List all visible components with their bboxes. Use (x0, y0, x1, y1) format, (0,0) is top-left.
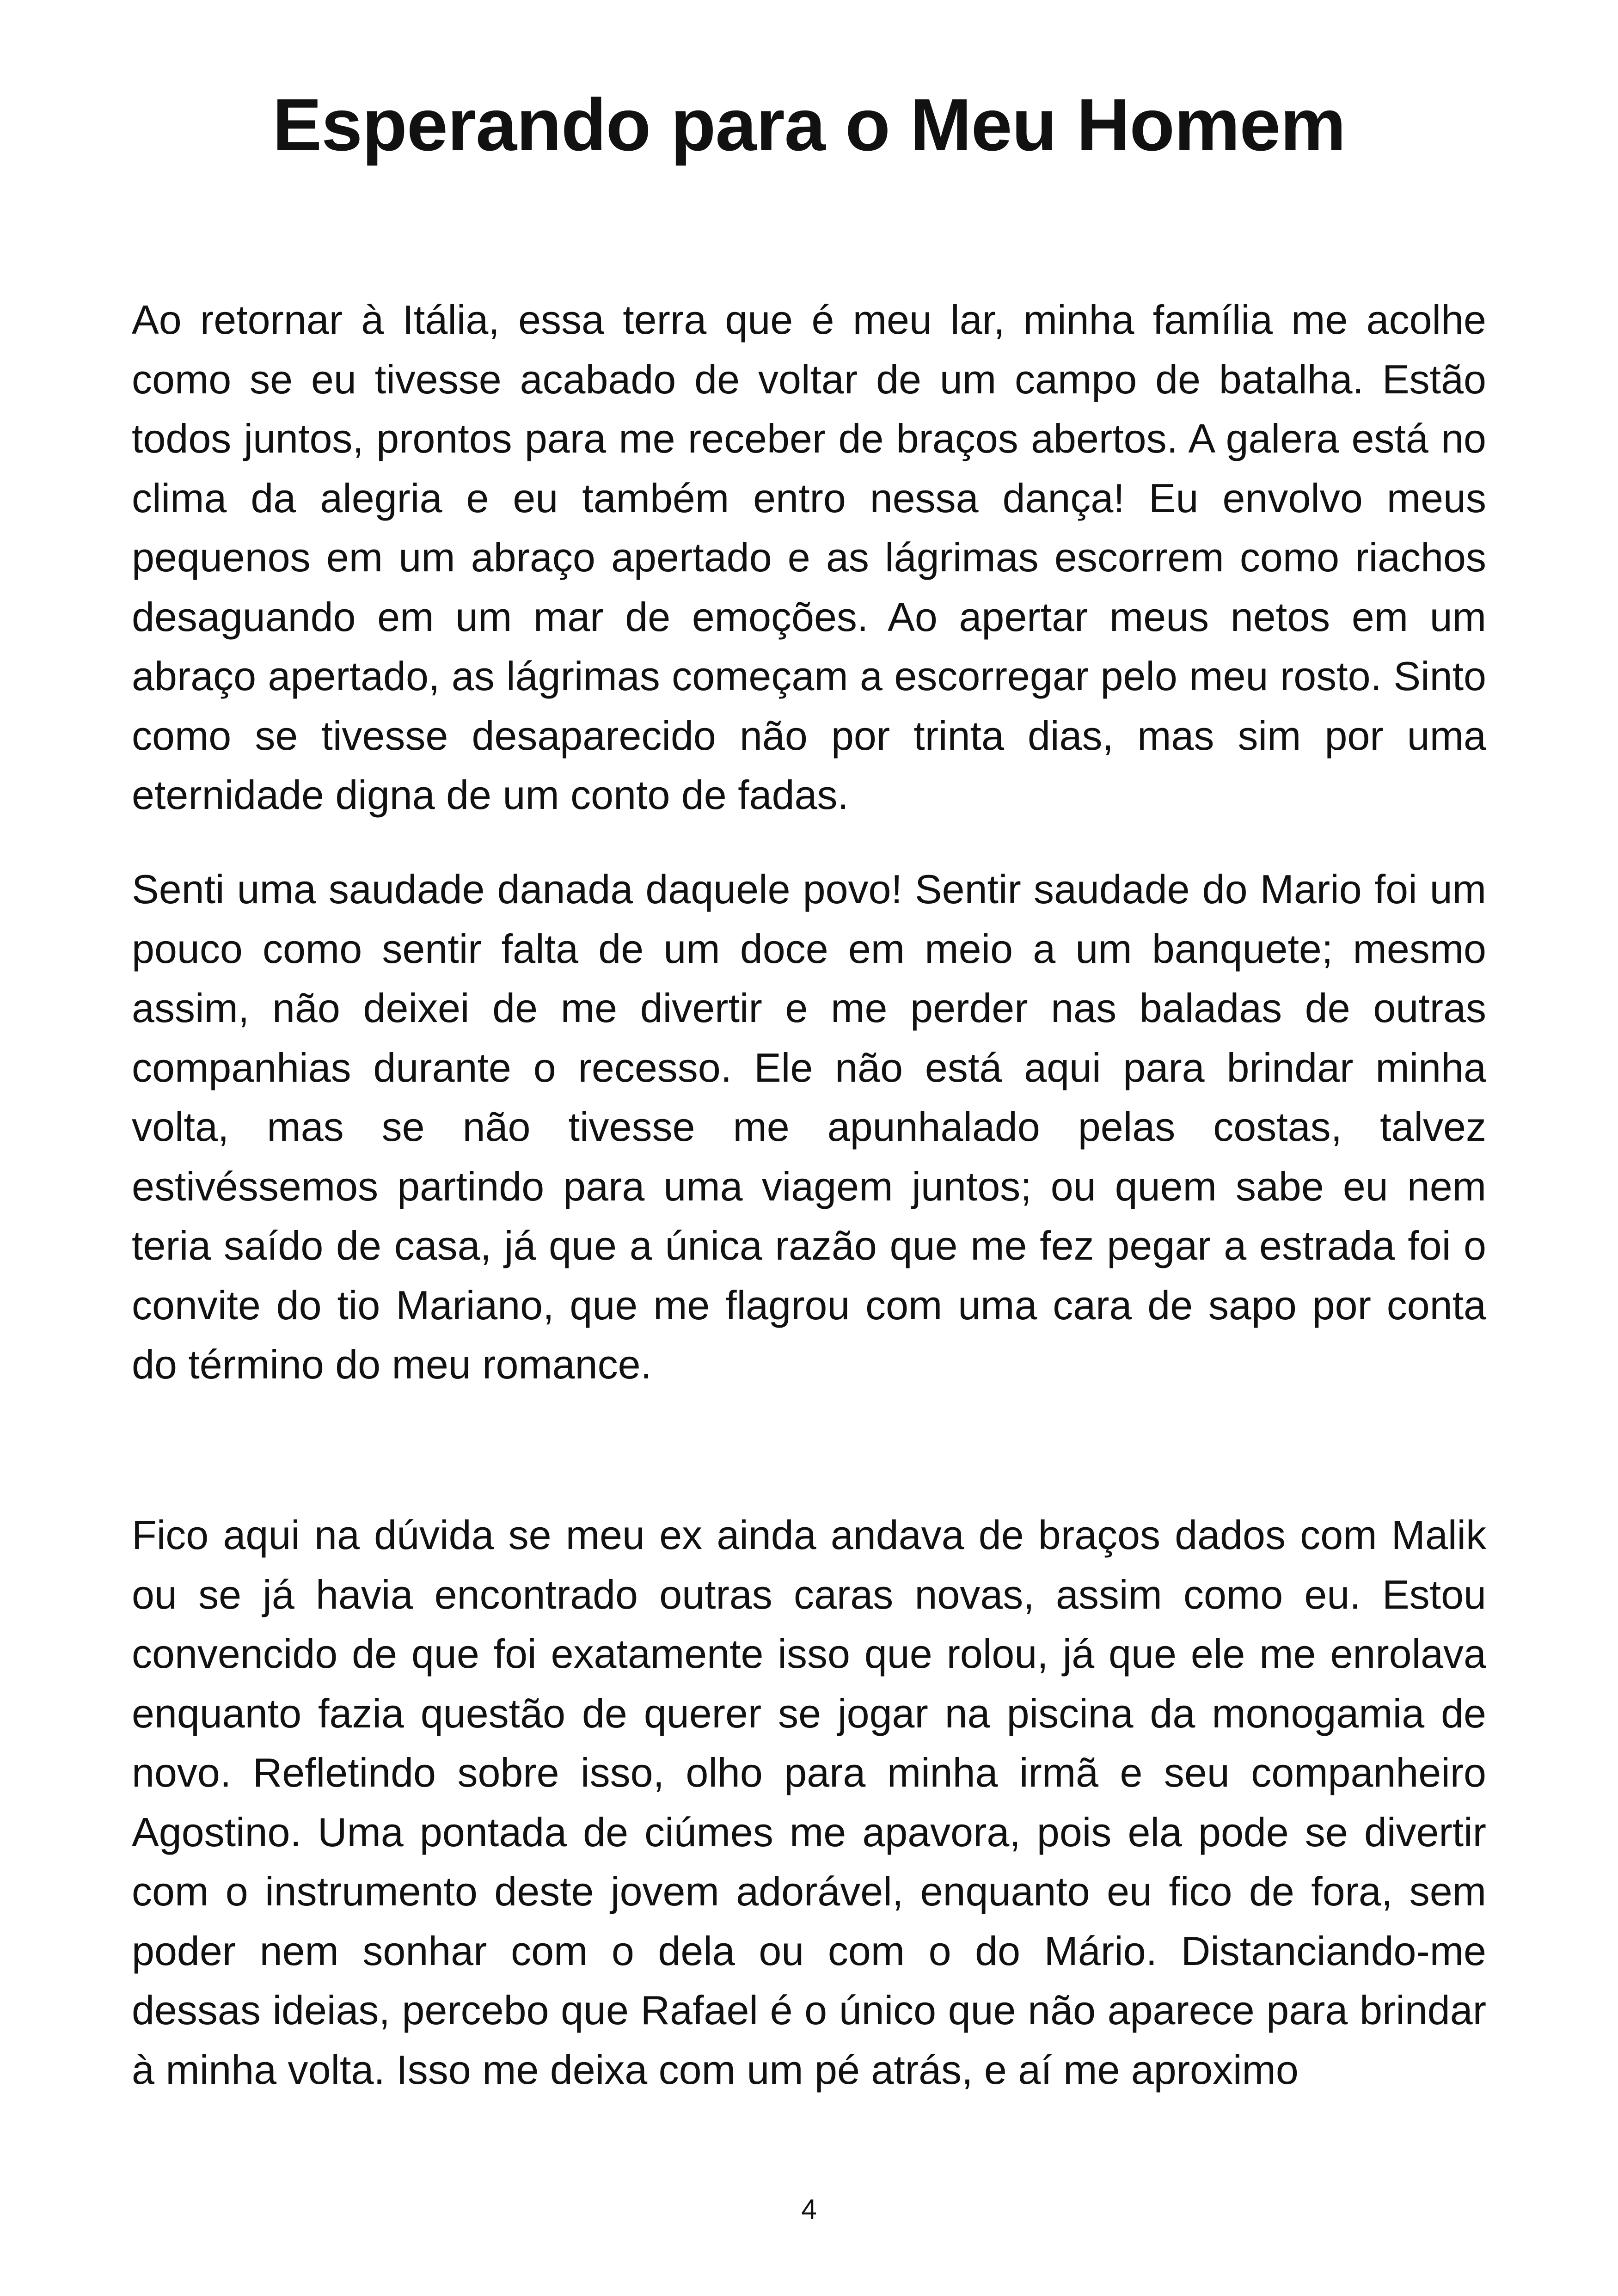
paragraph-block-1 (132, 290, 1486, 825)
body-paragraph: Ao retornar à Itália, essa terra que é meu lar, minha família me acolhe como se eu tivesse acabado de voltar de um campo de batalha. Estão todos juntos, prontos para me receber de braços abertos. A galera está no clima da alegria e eu também entro nessa dança! Eu envolvo meus pequenos em um abraço apertado e as lágrimas escorrem como riachos desaguando em um mar de emoções. Ao apertar meus netos em um abraço apertado, as lágrimas começam a escorregar pelo meu rosto. Sinto como se tivesse desaparecido não por trinta dias, mas sim por uma eternidade digna de um conto de fadas. (132, 297, 1486, 818)
paragraph-block-3 (132, 1506, 1486, 2100)
page-number: 4 (801, 2194, 817, 2225)
body-paragraph: Fico aqui na dúvida se meu ex ainda andava de braços dados com Malik ou se já havia encontrado outras caras novas, assim como eu. Estou convencido de que foi exatamente isso que rolou, já que ele me enrolava enquanto fazia questão de querer se jogar na piscina da monogamia de novo. Refletindo sobre isso, olho para minha irmã e seu companheiro Agostino. Uma pontada de ciúmes me apavora, pois ela pode se divertir com o instrumento deste jovem adorável, enquanto eu fico de fora, sem poder nem sonhar com o dela ou com o do Mário. Distanciando-me dessas ideias, percebo que Rafael é o único que não aparece para brindar à minha volta. Isso me deixa com um pé atrás, e aí me aproximo (132, 1512, 1486, 2093)
paragraph-block-2 (132, 860, 1486, 1395)
page-title: Esperando para o Meu Homem (272, 83, 1346, 166)
body-paragraph: Senti uma saudade danada daquele povo! Sentir saudade do Mario foi um pouco como sentir falta de um doce em meio a um banquete; mesmo assim, não deixei de me divertir e me perder nas baladas de outras companhias durante o recesso. Ele não está aqui para brindar minha volta, mas se não tivesse me apunhalado pelas costas, talvez estivéssemos partindo para uma viagem juntos; ou quem sabe eu nem teria saído de casa, já que a única razão que me fez pegar a estrada foi o convite do tio Mariano, que me flagrou com uma cara de sapo por conta do término do meu romance. (132, 866, 1486, 1387)
